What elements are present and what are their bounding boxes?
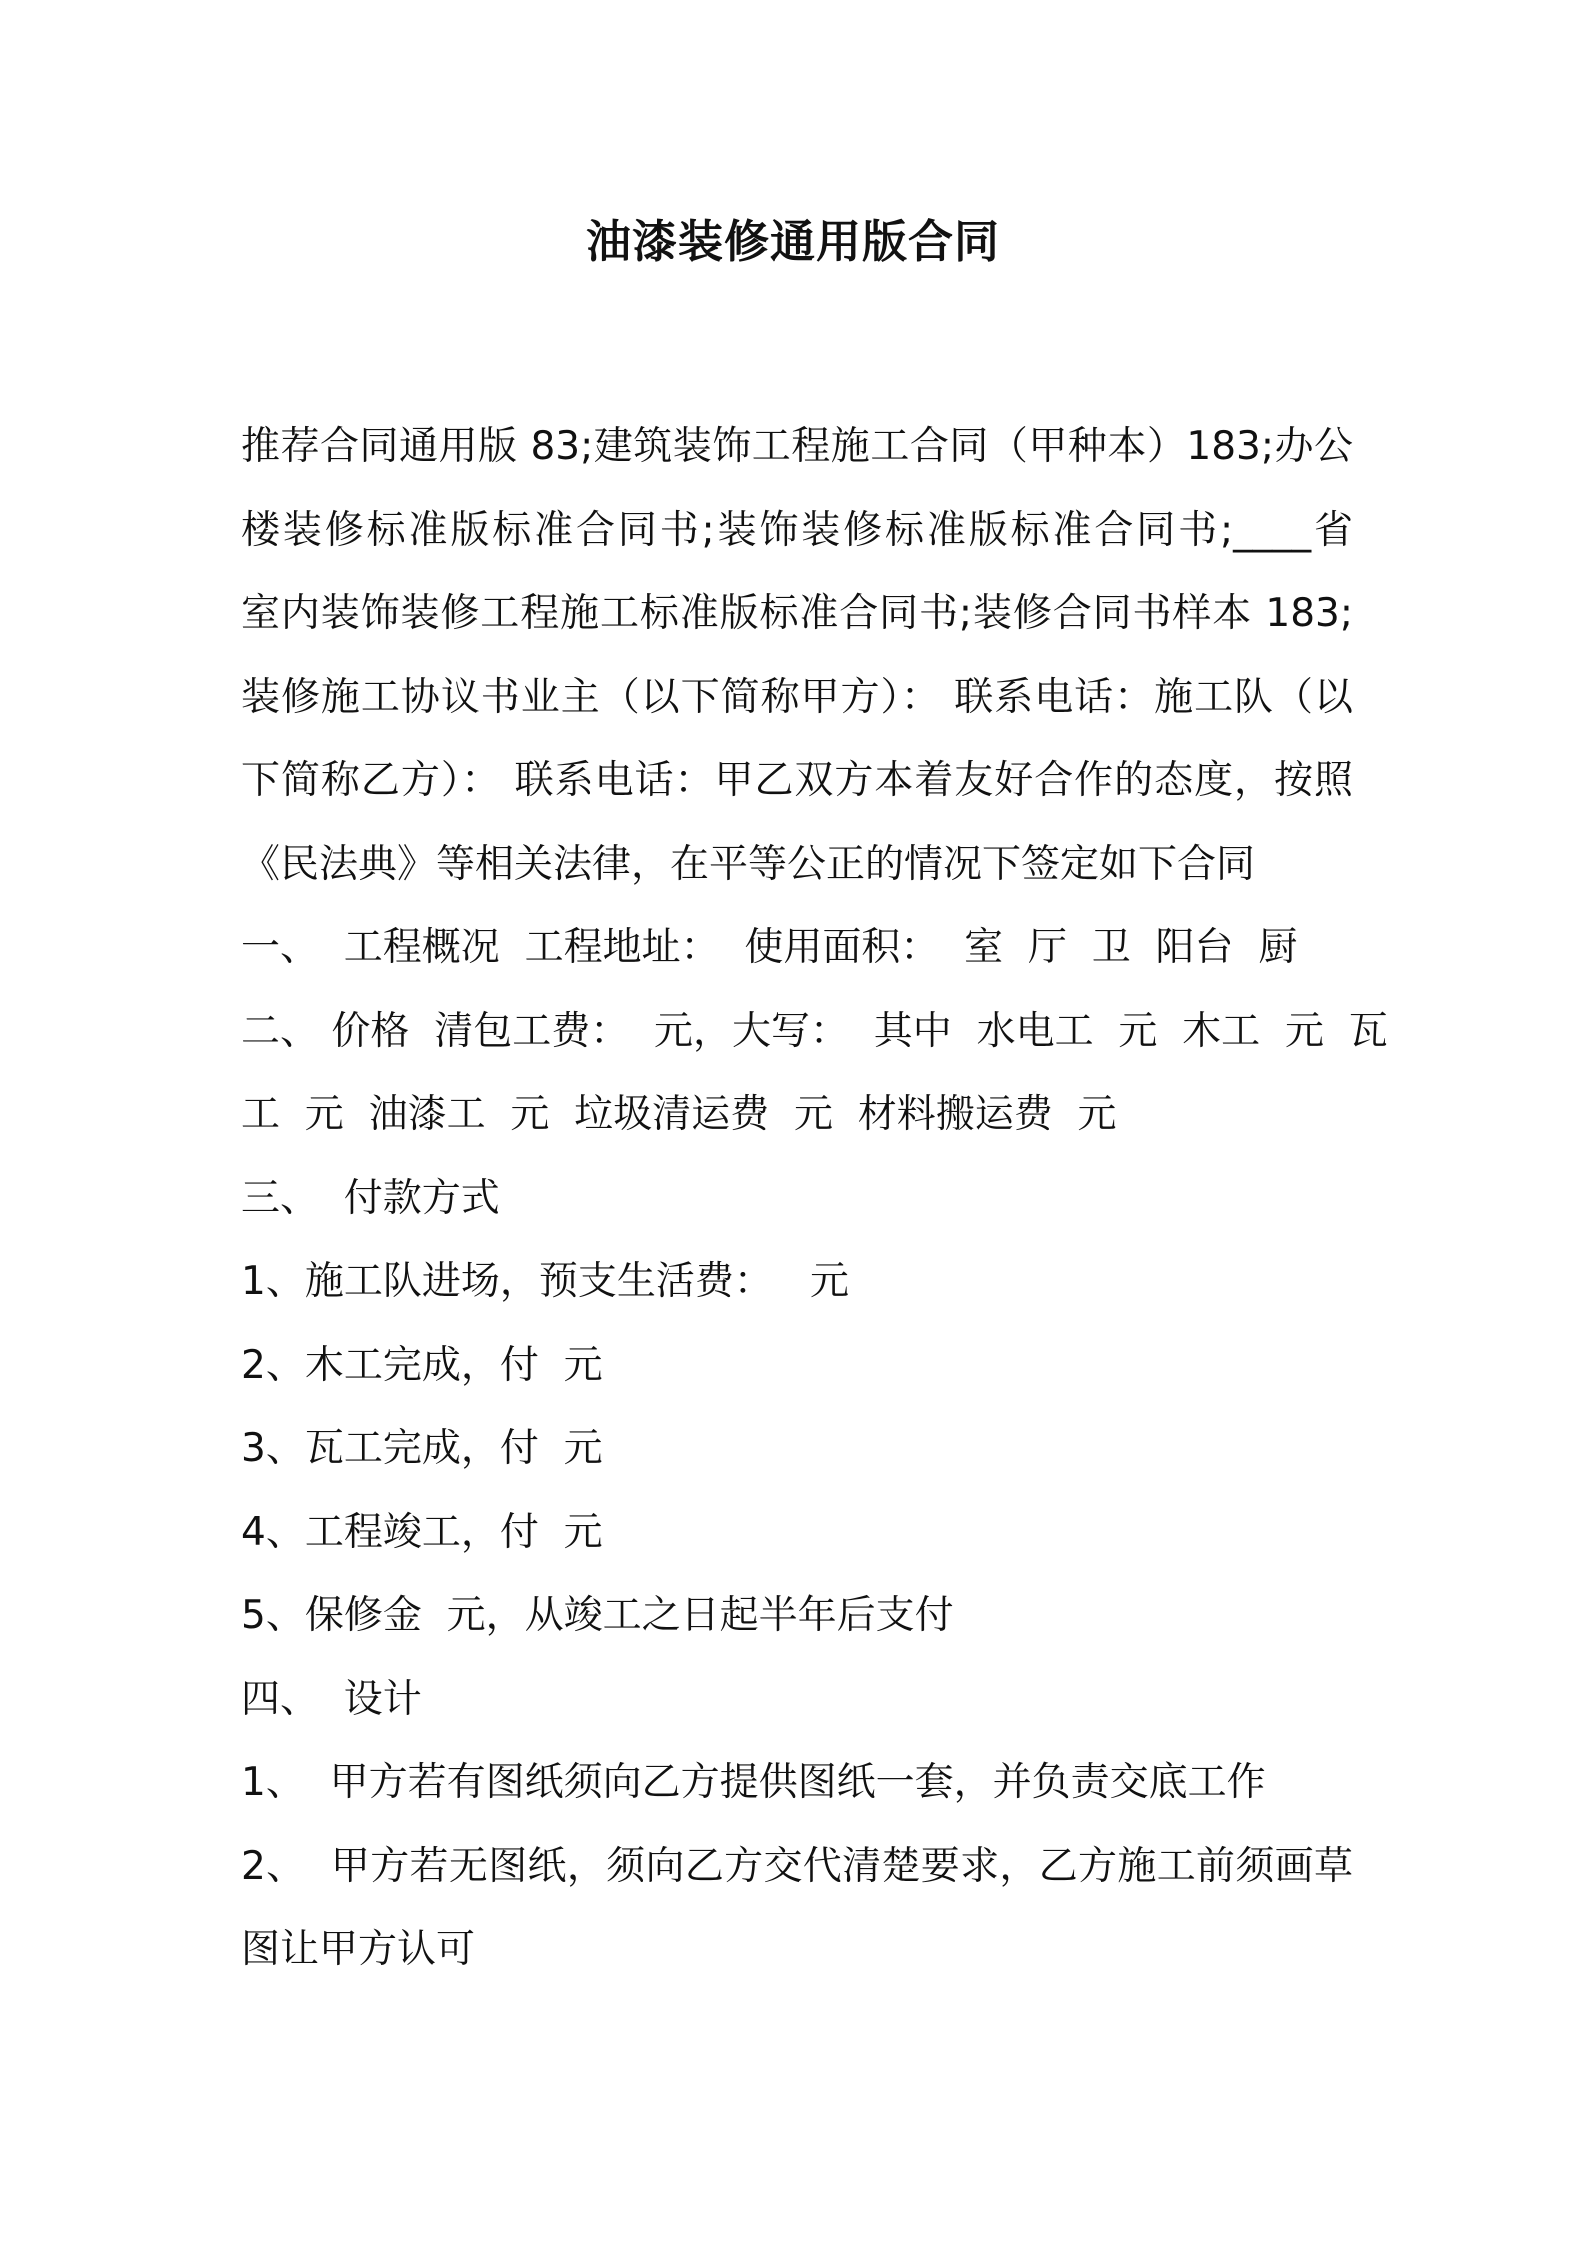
payment-item: 3、瓦工完成，付 元 — [241, 1426, 603, 1471]
design-item-line: 2、 甲方若无图纸，须向乙方交代清楚要求，乙方施工前须画草 — [241, 1843, 1353, 1889]
payment-item: 2、木工完成，付 元 — [241, 1342, 603, 1388]
payment-item: 5、保修金 元，从竣工之日起半年后支付 — [241, 1593, 954, 1638]
document-body — [241, 405, 1388, 1992]
intro-line: 下简称乙方）： 联系电话：甲乙双方本着友好合作的态度，按照 — [241, 758, 1353, 803]
payment-item: 1、施工队进场，预支生活费： 元 — [241, 1259, 850, 1304]
document-title: 油漆装修通用版合同 — [585, 215, 1000, 268]
intro-line: 装修施工协议书业主（以下简称甲方）： 联系电话：施工队（以 — [241, 674, 1353, 720]
payment-item: 4、工程竣工，付 元 — [241, 1509, 603, 1555]
intro-line: 推荐合同通用版 83;建筑装饰工程施工合同（甲种本）183;办公 — [241, 424, 1353, 469]
section-design-heading: 四、 设计 — [241, 1676, 422, 1722]
intro-line: 《民法典》等相关法律，在平等公正的情况下签定如下合同 — [241, 841, 1256, 887]
intro-line: 楼装修标准版标准合同书;装饰装修标准版标准合同书;____省 — [241, 507, 1353, 553]
section-payment-heading: 三、 付款方式 — [241, 1175, 500, 1221]
section-price-line: 工 元 油漆工 元 垃圾清运费 元 材料搬运费 元 — [241, 1092, 1117, 1137]
intro-line: 室内装饰装修工程施工标准版标准合同书;装修合同书样本 183; — [241, 591, 1353, 636]
design-item-line: 图让甲方认可 — [241, 1927, 476, 1972]
section-price-line: 二、 价格 清包工费： 元，大写： 其中 水电工 元 木工 元 瓦 — [241, 1008, 1388, 1054]
design-item: 1、 甲方若有图纸须向乙方提供图纸一套，并负责交底工作 — [241, 1760, 1266, 1805]
section-project-overview: 一、 工程概况 工程地址： 使用面积： 室 厅 卫 阳台 厨 — [241, 925, 1298, 970]
